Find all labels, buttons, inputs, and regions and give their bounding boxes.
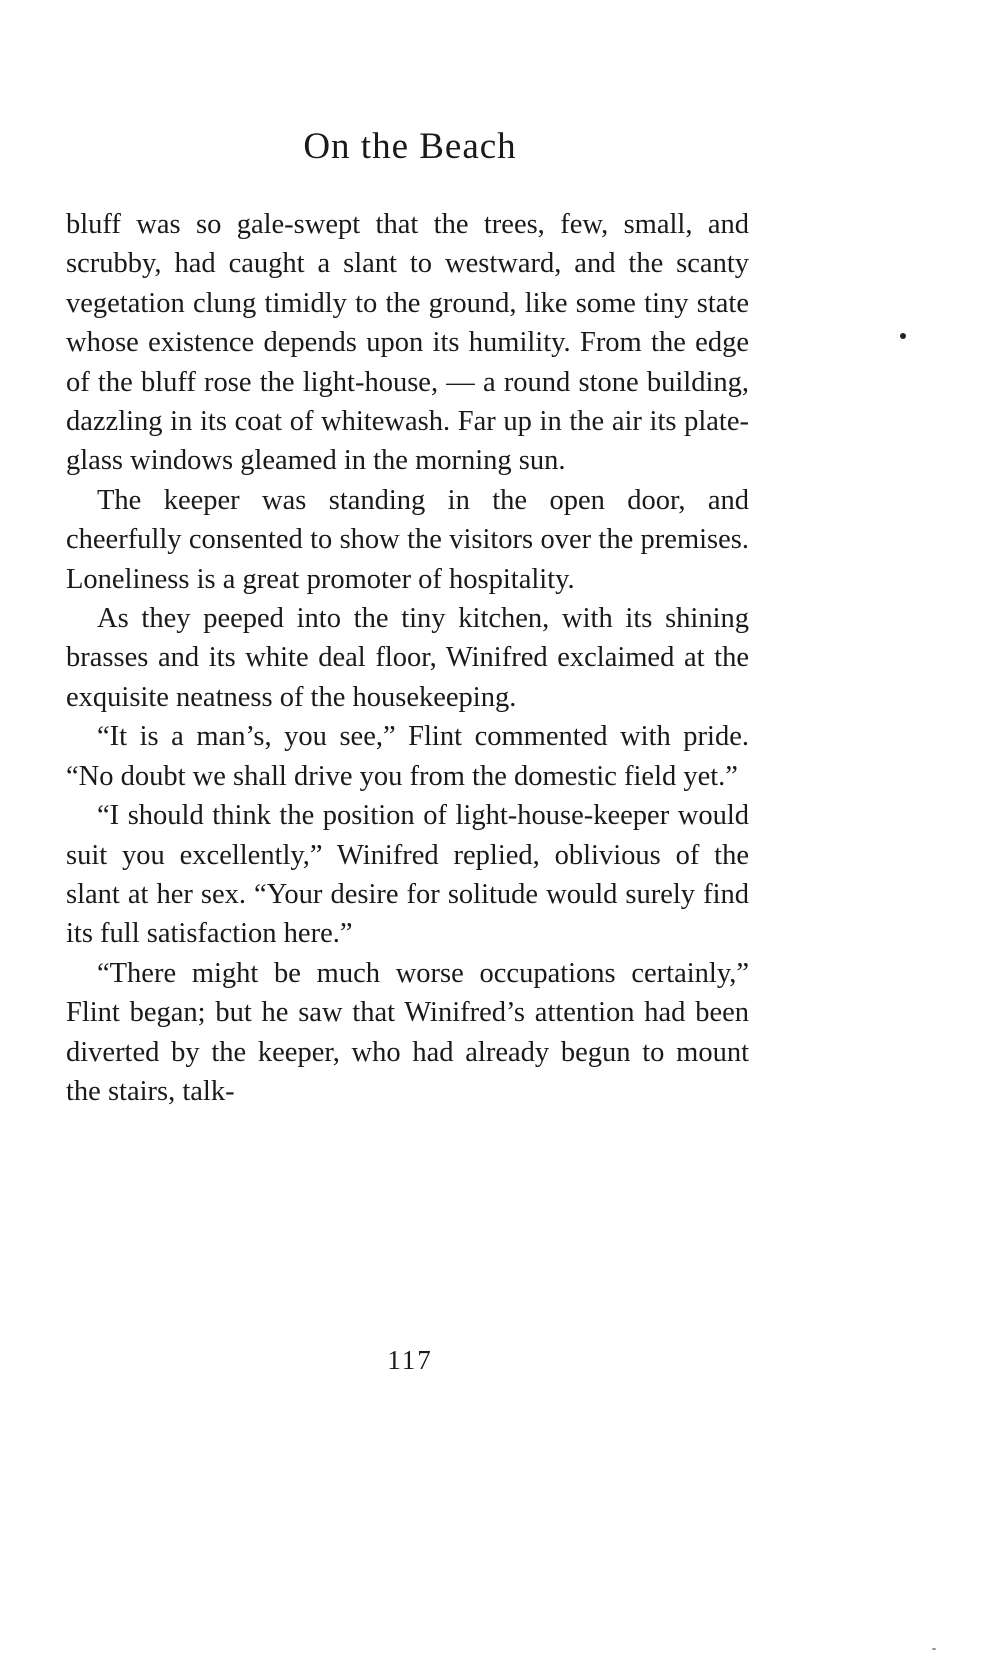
paragraph-5: “I should think the position of light-house-keeper would suit you excellently,” Winifred replied, oblivious of the slant at her sex. “Your desire for solitude would surely find its full satisfaction here.” bbox=[66, 800, 749, 950]
paragraph-3: As they peeped into the tiny kitchen, with its shining brasses and its white deal floor, Winifred exclaimed at the exquisite neatness of the housekeeping. bbox=[66, 603, 749, 713]
ink-speck bbox=[932, 1648, 936, 1650]
page-number: 117 bbox=[387, 1345, 433, 1375]
paragraph-4: “It is a man’s, you see,” Flint commented with pride. “No doubt we shall drive you from the domestic field yet.” bbox=[66, 721, 749, 792]
ink-speck bbox=[900, 333, 906, 339]
paragraph-2: The keeper was standing in the open door, and cheerfully consented to show the visitors over the premises. Loneliness is a great promoter of hospitality. bbox=[66, 484, 749, 595]
running-head: On the Beach bbox=[303, 126, 517, 167]
paragraph-1: bluff was so gale-swept that the trees, few, small, and scrubby, had caught a slant to westward, and the scanty vegetation clung timidly to the ground, like some tiny state whose existence depends upon its humility. From the edge of the bluff rose the light-house, — a round stone building, dazzling in its coat of whitewash. Far up in the air its plate-glass windows gleamed in the morning sun. bbox=[66, 209, 749, 477]
paragraph-6: “There might be much worse occupations certainly,” Flint began; but he saw that Winifred’s attention had been diverted by the keeper, who had already begun to mount the stairs, talk- bbox=[66, 957, 749, 1107]
body-text bbox=[66, 205, 749, 1111]
